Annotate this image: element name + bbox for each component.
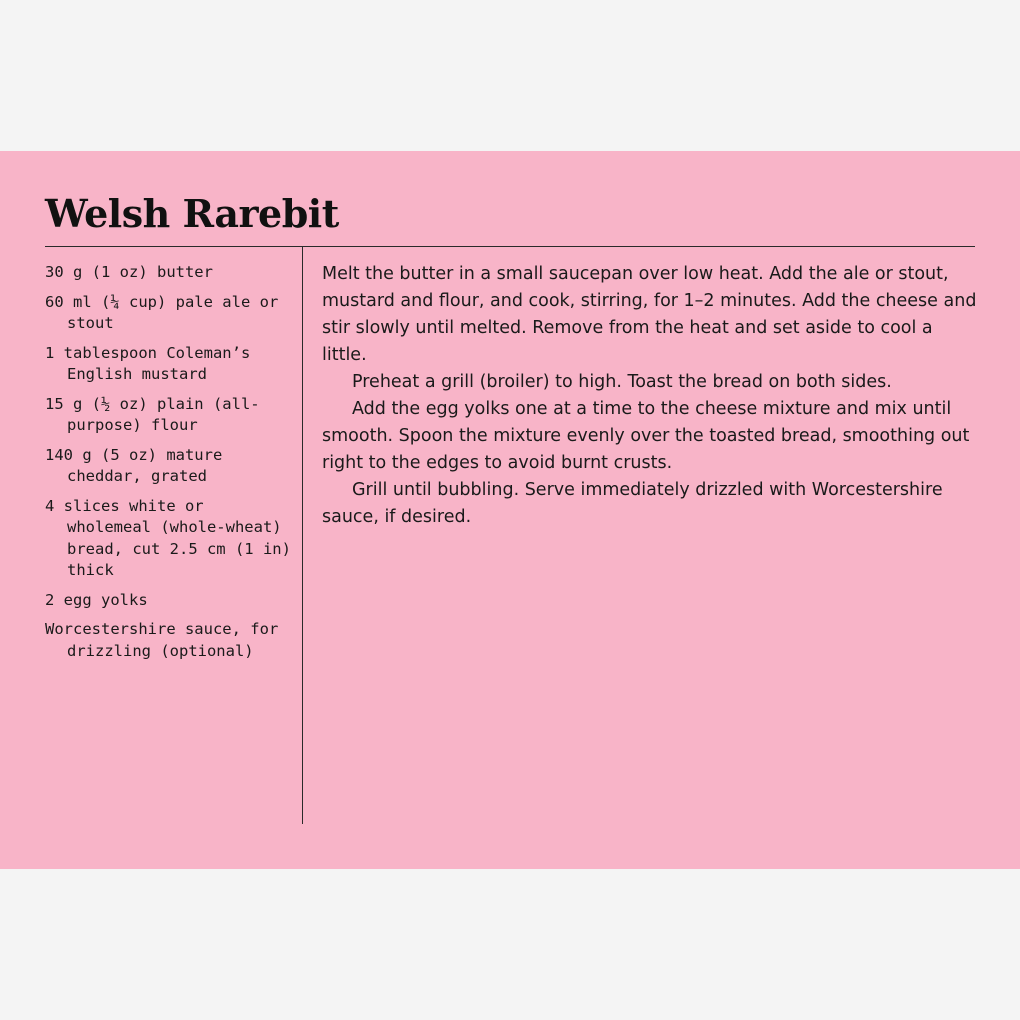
ingredient-item: 2 egg yolks: [45, 590, 148, 609]
ingredients-list: [45, 262, 295, 670]
column-divider: [302, 246, 303, 824]
recipe-title: Welsh Rarebit: [45, 191, 339, 236]
method-step: Add the egg yolks one at a time to the cheese mixture and mix until smooth. Spoon the mixture evenly over the toasted bread, smoothing out right to the edges to avoid burnt crusts.: [322, 399, 970, 473]
ingredient-item: 4 slices white or wholemeal (whole-wheat) bread, cut 2.5 cm (1 in) thick: [45, 496, 291, 579]
ingredient-item: 140 g (5 oz) mature cheddar, grated: [45, 445, 223, 485]
ingredient-item: Worcestershire sauce, for drizzling (optional): [45, 620, 279, 660]
title-divider: [45, 246, 975, 247]
ingredient-item: 60 ml (¼ cup) pale ale or stout: [45, 292, 279, 332]
ingredient-item: 1 tablespoon Coleman’s English mustard: [45, 343, 251, 383]
ingredient-item: 30 g (1 oz) butter: [45, 263, 213, 281]
method-step: Melt the butter in a small saucepan over low heat. Add the ale or stout, mustard and flour, and cook, stirring, for 1–2 minutes. Add the cheese and stir slowly until melted. Remove from the heat and set aside to cool a little.: [322, 264, 977, 365]
method-step: Grill until bubbling. Serve immediately drizzled with Worcestershire sauce, if desired.: [322, 480, 943, 527]
ingredient-item: 15 g (½ oz) plain (all-purpose) flour: [45, 394, 260, 434]
method-step: Preheat a grill (broiler) to high. Toast the bread on both sides.: [352, 372, 892, 392]
method-text: [322, 261, 982, 531]
